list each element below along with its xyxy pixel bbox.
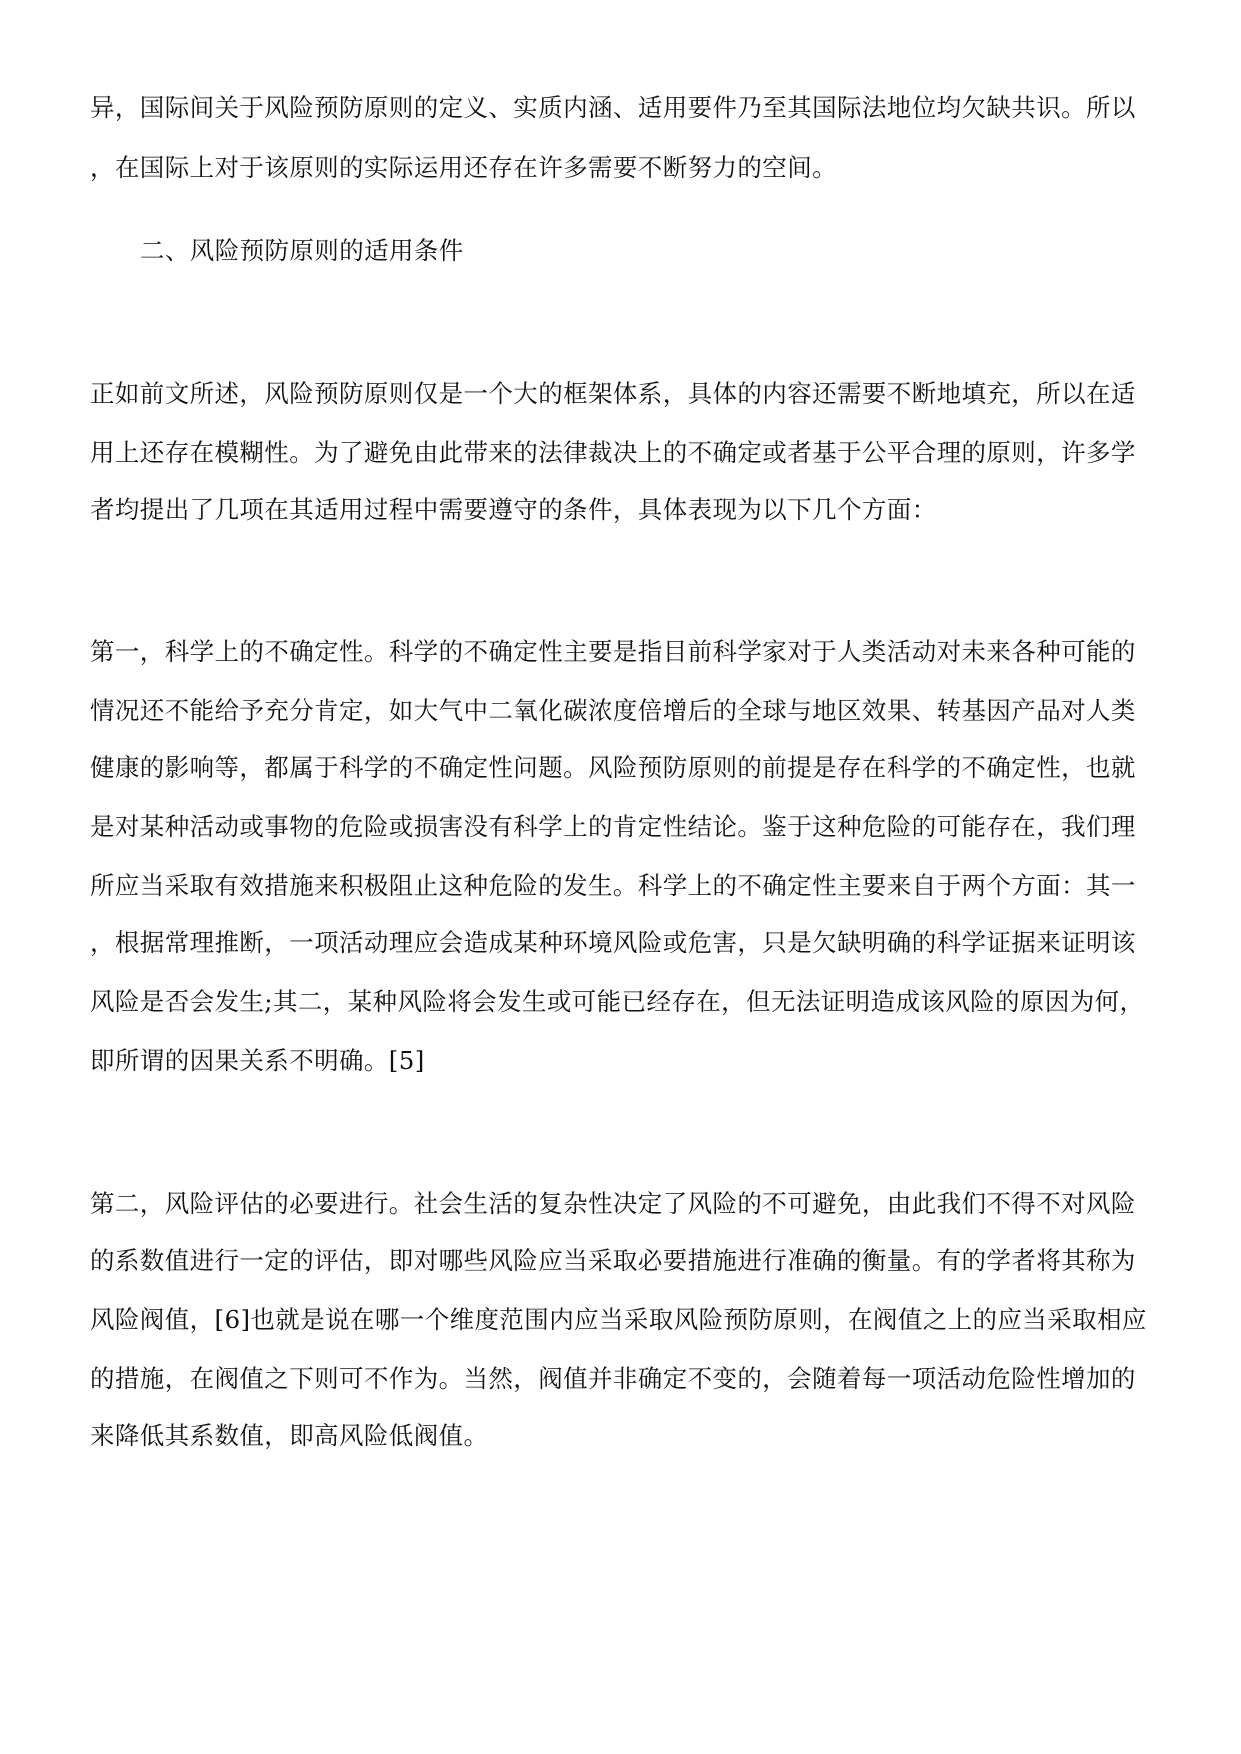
text-line: 第二，风险评估的必要进行。社会生活的复杂性决定了风险的不可避免，由此我们不得不对风险 [90, 1189, 1136, 1218]
section-heading: 二、风险预防原则的适用条件 [140, 236, 464, 265]
text-line: 风险是否会发生;其二，某种风险将会发生或可能已经存在，但无法证明造成该风险的原因为何， [90, 987, 1145, 1016]
text-line: 用上还存在模糊性。为了避免由此带来的法律裁决上的不确定或者基于公平合理的原则，许多学 [90, 438, 1136, 467]
text-line: ，根据常理推断，一项活动理应会造成某种环境风险或危害，只是欠缺明确的科学证据来证明该 [90, 928, 1136, 957]
text-line: 所应当采取有效措施来积极阻止这种危险的发生。科学上的不确定性主要来自于两个方面：其一 [90, 871, 1136, 900]
text-line: ，在国际上对于该原则的实际运用还存在许多需要不断努力的空间。 [90, 153, 837, 182]
text-line: 正如前文所述，风险预防原则仅是一个大的框架体系，具体的内容还需要不断地填充，所以在适 [90, 379, 1136, 408]
text-line: 第一，科学上的不确定性。科学的不确定性主要是指目前科学家对于人类活动对未来各种可能的 [90, 637, 1136, 666]
text-line: 风险阀值，[6]也就是说在哪一个维度范围内应当采取风险预防原则，在阀值之上的应当采取相应 [90, 1305, 1147, 1334]
text-line: 即所谓的因果关系不明确。[5] [90, 1046, 425, 1075]
text-line: 的系数值进行一定的评估，即对哪些风险应当采取必要措施进行准确的衡量。有的学者将其称为 [90, 1246, 1136, 1275]
text-line: 者均提出了几项在其适用过程中需要遵守的条件，具体表现为以下几个方面： [90, 495, 937, 524]
text-line: 情况还不能给予充分肯定，如大气中二氧化碳浓度倍增后的全球与地区效果、转基因产品对人类 [90, 696, 1136, 725]
text-line: 来降低其系数值，即高风险低阀值。 [90, 1421, 489, 1450]
text-line: 健康的影响等，都属于科学的不确定性问题。风险预防原则的前提是存在科学的不确定性，也就 [90, 753, 1136, 782]
text-line: 的措施，在阀值之下则可不作为。当然，阀值并非确定不变的，会随着每一项活动危险性增加的 [90, 1364, 1136, 1393]
text-line: 是对某种活动或事物的危险或损害没有科学上的肯定性结论。鉴于这种危险的可能存在，我们理 [90, 812, 1136, 841]
text-line: 异，国际间关于风险预防原则的定义、实质内涵、适用要件乃至其国际法地位均欠缺共识。所以 [90, 93, 1136, 122]
